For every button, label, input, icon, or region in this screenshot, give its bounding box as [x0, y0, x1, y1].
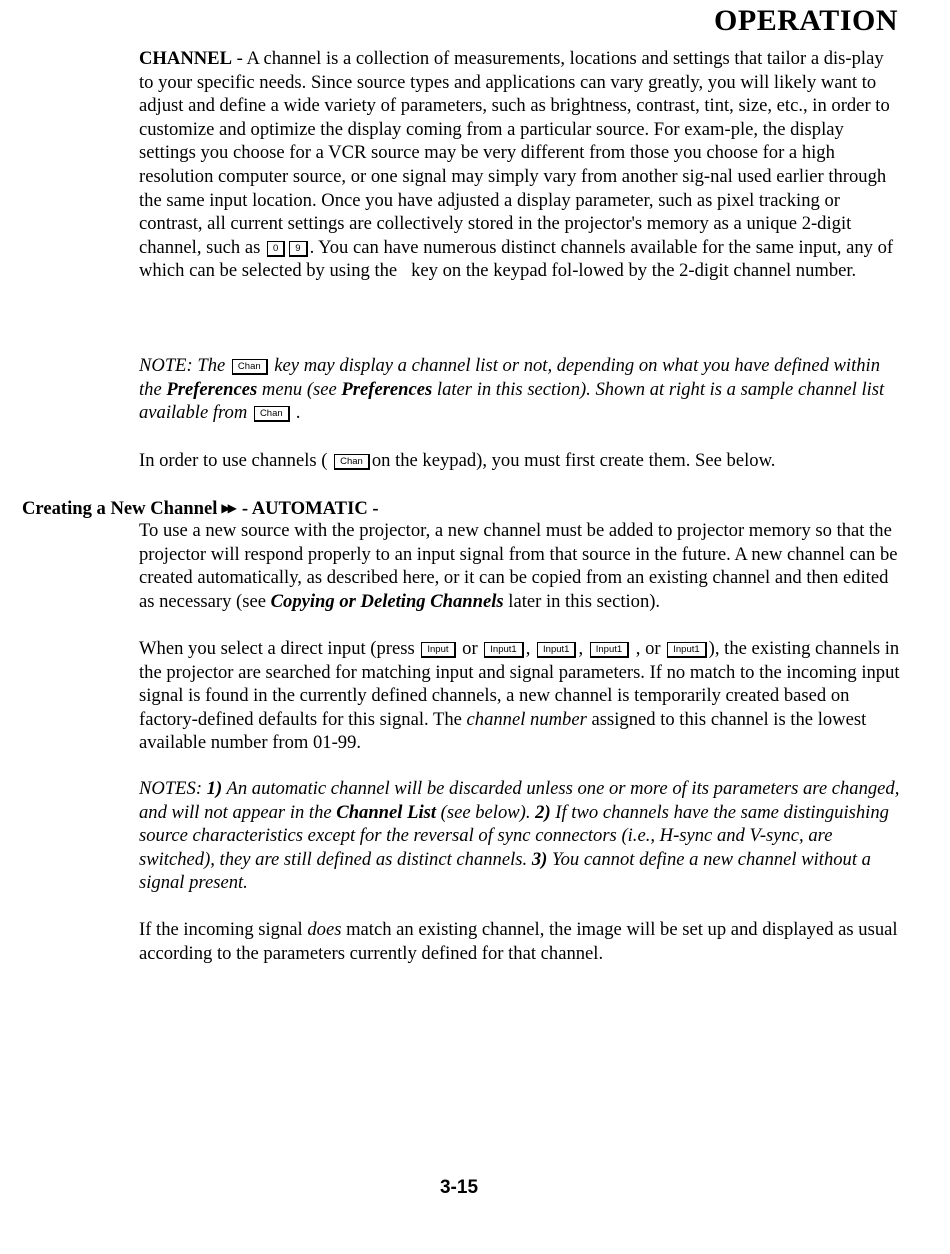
note-text-c: menu (see [257, 378, 342, 400]
match-paragraph [139, 918, 901, 965]
key-9: 9 [289, 241, 307, 257]
page-number: 3-15 [439, 1177, 479, 1198]
direct-input-text-a: When you select a direct input (press [139, 638, 420, 659]
direct-input-or: or [457, 638, 483, 659]
notes-paragraph [139, 777, 901, 895]
note-text-d: later in this section). Shown at right is a sample channel list available from [139, 378, 885, 424]
note-text-b: key may display a channel list or not, depending on what you have defined within the [139, 355, 881, 400]
input1-key-2: Input1 [537, 642, 576, 658]
new-source-paragraph [139, 519, 901, 613]
match-text-b: match an existing channel, the image will be set up and displayed as usual according to the parameters currently defined for that channel. [139, 919, 898, 964]
chan-key: Chan [232, 359, 268, 375]
input1-key-1: Input1 [484, 642, 523, 658]
input1-key-4: Input1 [667, 642, 706, 658]
preferences-term-2: Preferences [341, 378, 433, 400]
new-source-text-a: To use a new source with the projector, a new channel must be added to projector memory so that the projector will respond properly to an input signal from that source in the future. A new channel can be created automatically, as described here, or it can be copied from an existing channel and then edited as necessary (see [139, 520, 898, 612]
channel-term: CHANNEL [139, 48, 232, 69]
order-text-b: on the keypad), you must first create them. See below. [371, 450, 776, 471]
direct-input-text-c: assigned to this channel is the lowest available number from 01-99. [139, 708, 867, 754]
sep-1: , [525, 638, 536, 659]
direct-input-paragraph [139, 637, 901, 755]
direct-input-text-b: ), the existing channels in the projector are searched for matching input and signal parameters. If no match to the incoming input signal is found in the currently defined channels, a new channel is temporarily created based on factory-defined defaults for this signal. The [139, 638, 900, 730]
sep-2: , [578, 638, 588, 659]
channel-text-b: . You can have numerous distinct channels available for the same input, any of which can be selected by using the key on the keypad fol-lowed by the 2-digit channel number. [139, 236, 894, 282]
note-number-1: 1) [206, 778, 223, 799]
copying-deleting-term: Copying or Deleting Channels [270, 590, 504, 612]
notes-text-a: NOTES: [139, 778, 207, 799]
page-header-title: OPERATION [714, 4, 898, 37]
section-heading [22, 496, 379, 521]
match-text-a: If the incoming signal [139, 919, 308, 940]
note-text-e: . [291, 402, 301, 424]
order-text-a: In order to use channels ( [139, 450, 333, 471]
section-heading-text: Creating a New Channel [22, 498, 218, 519]
input1-key-3: Input1 [590, 642, 629, 658]
sep-3: , or [631, 638, 666, 659]
section-subheading: - AUTOMATIC - [241, 498, 379, 519]
note-text-a: NOTE: The [139, 355, 230, 376]
order-paragraph [139, 449, 901, 473]
chan-key-3: Chan [334, 454, 370, 470]
notes-text-d: If two channels have the same distinguishing source characteristics except for the reversal of sync connectors (i.e., H-sync and V-sync, are switched), they are still defined as distinct channels. [139, 801, 889, 870]
key-0: 0 [267, 241, 285, 257]
channel-text-a: - A channel is a collection of measurements, locations and settings that tailor a dis-play to your specific needs. Since source types and applications can vary greatly, you will likely want to adjust and define a wide variety of parameters, such as brightness, contrast, tint, size, etc., in order to customize and optimize the display coming from a particular source. For exam-ple, the display settings you choose for a VCR source may be very different from those you choose for a high resolution computer source, or one signal may simply vary from another sig-nal used earlier through the same input location. Once you have adjusted a display parameter, such as pixel tracking or contrast, all current settings are collectively stored in the projector's memory as a unique 2-digit channel, such as [139, 48, 890, 258]
preferences-term: Preferences [166, 378, 258, 400]
channel-definition-paragraph [139, 47, 901, 283]
notes-text-b: An automatic channel will be discarded unless one or more of its parameters are changed, and will not appear in the [139, 778, 900, 823]
notes-text-c: (see below). [436, 801, 536, 823]
input-key: Input [421, 642, 455, 658]
note-number-3: 3) [531, 848, 548, 870]
note-number-2: 2) [535, 801, 551, 823]
channel-list-term: Channel List [336, 801, 437, 823]
chan-key-2: Chan [254, 406, 290, 422]
new-source-text-b: later in this section). [503, 590, 661, 612]
notes-text-e: You cannot define a new channel without a signal present. [139, 848, 871, 894]
note-paragraph [139, 354, 901, 425]
channel-number-term: channel number [466, 708, 587, 730]
does-term: does [307, 919, 342, 940]
double-arrow-icon: ▶▶ [221, 501, 234, 515]
